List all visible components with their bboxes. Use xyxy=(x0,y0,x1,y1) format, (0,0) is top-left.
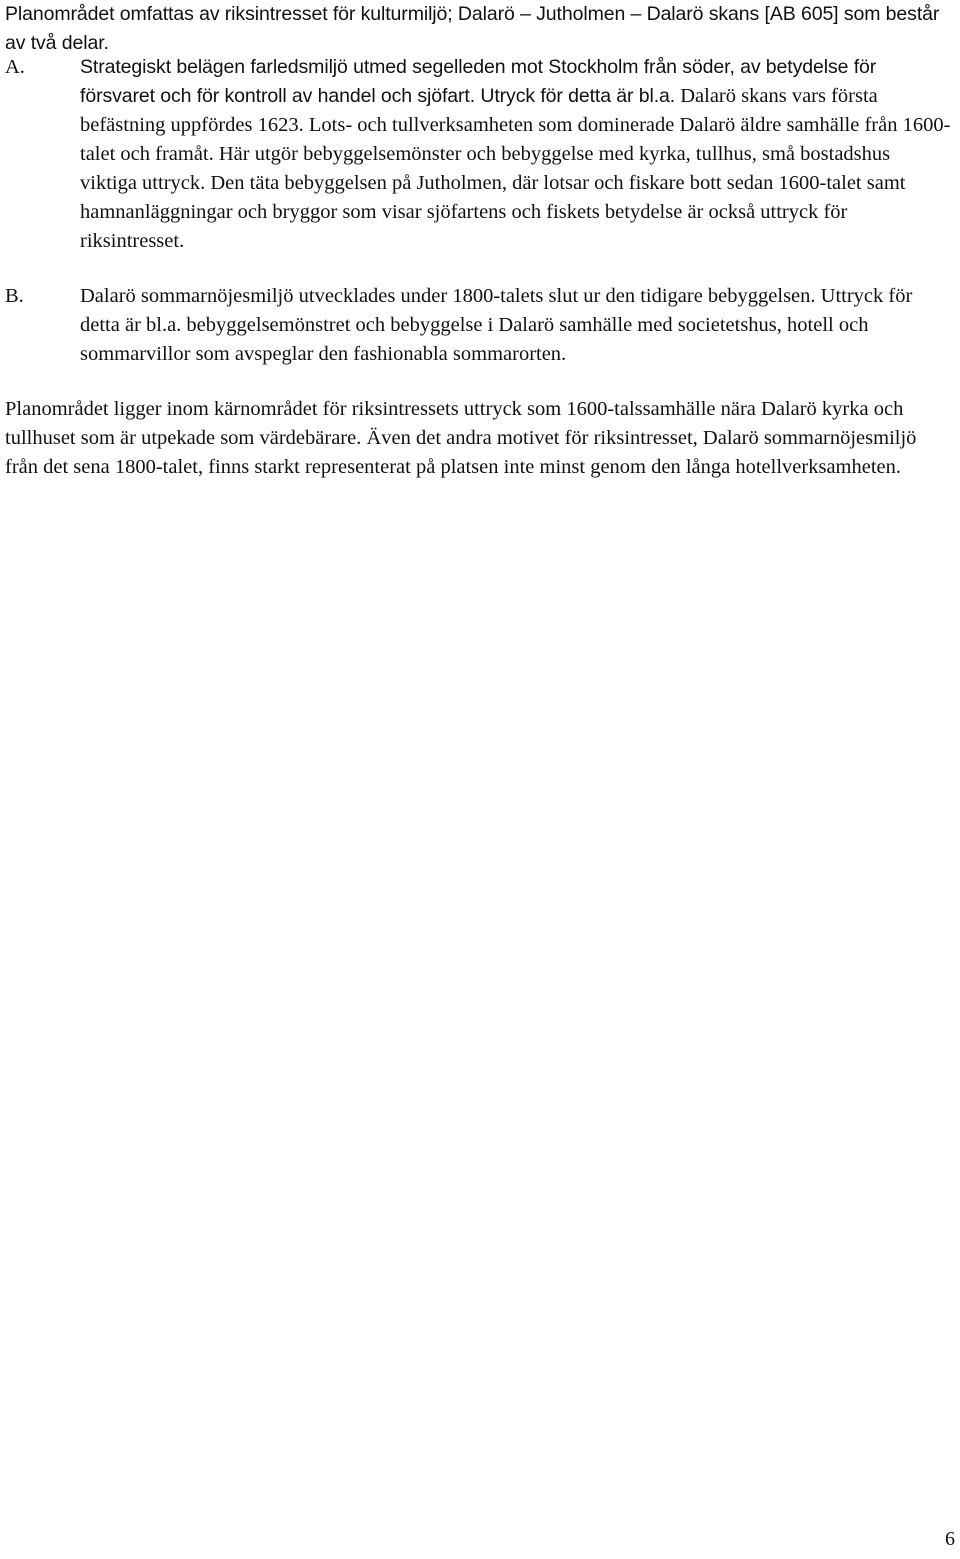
list-item-b xyxy=(5,282,952,369)
list-item-b-text: Dalarö sommarnöjesmiljö utvecklades under 1800-talets slut ur den tidigare bebyggelsen. Uttryck för detta är bl.a. bebyggelsemönstret och bebyggelse i Dalarö samhälle med societetshus, hotell och sommarvillor som avspeglar den fashionabla sommarorten. xyxy=(80,285,913,365)
list-item-a-text xyxy=(80,53,952,256)
page-number: 6 xyxy=(945,1528,955,1550)
list-item-a xyxy=(5,53,952,256)
list-marker-a: A. xyxy=(5,56,25,78)
list-item-a-text-sans: Strategiskt belägen farledsmiljö utmed segelleden mot Stockholm från söder, av betydelse för försvaret och för kontroll av handel och sjöfart. Utryck för detta är bl.a. xyxy=(80,56,877,107)
list-item-a-text-serif: Dalarö skans vars första befästning uppfördes 1623. Lots- och tullverksamheten som dominerade Dalarö äldre samhälle från 1600-talet och framåt. Här utgör bebyggelsemönster och bebyggelse med kyrka, tullhus, små bostadshus viktiga uttryck. Den täta bebyggelsen på Jutholmen, där lotsar och fiskare bott sedan 1600-talet samt hamnanläggningar och bryggor som visar sjöfartens och fiskets betydelse är också uttryck för riksintresset. xyxy=(80,85,951,252)
closing-paragraph: Planområdet ligger inom kärnområdet för riksintressets uttryck som 1600-talssamhälle nära Dalarö kyrka och tullhuset som är utpekade som värdebärare. Även det andra motivet för riksintresset, Dalarö sommarnöjesmiljö från det sena 1800-talet, finns starkt representerat på platsen inte minst genom den långa hotellverksamheten. xyxy=(5,398,917,478)
intro-paragraph: Planområdet omfattas av riksintresset för kulturmiljö; Dalarö – Jutholmen – Dalarö skans [AB 605] som består av två delar. xyxy=(5,3,940,54)
list-marker-b: B. xyxy=(5,285,24,307)
